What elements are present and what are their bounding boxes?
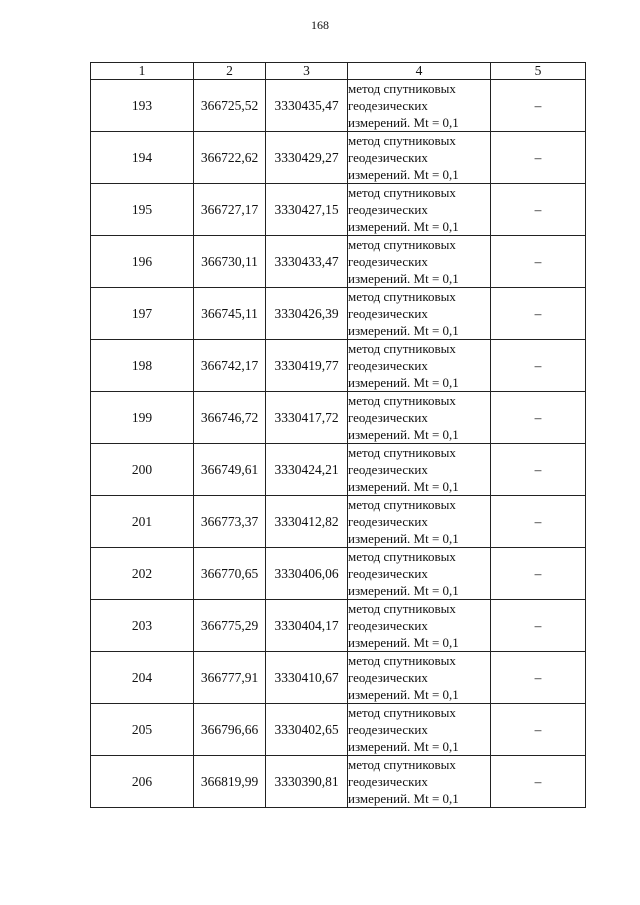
value-cell: – — [491, 652, 586, 704]
y-coordinate-cell: 3330417,72 — [266, 392, 348, 444]
method-line: геодезических — [348, 254, 428, 269]
method-line: измерений. Mt = 0,1 — [348, 583, 459, 598]
method-line: измерений. Mt = 0,1 — [348, 739, 459, 754]
method-cell — [348, 236, 491, 288]
x-coordinate-cell: 366727,17 — [194, 184, 266, 236]
point-number-cell: 199 — [91, 392, 194, 444]
method-line: измерений. Mt = 0,1 — [348, 635, 459, 650]
method-line: измерений. Mt = 0,1 — [348, 427, 459, 442]
method-cell — [348, 600, 491, 652]
method-cell — [348, 392, 491, 444]
point-number-cell: 196 — [91, 236, 194, 288]
point-number-cell: 198 — [91, 340, 194, 392]
x-coordinate-cell: 366777,91 — [194, 652, 266, 704]
x-coordinate-cell: 366742,17 — [194, 340, 266, 392]
value-cell: – — [491, 80, 586, 132]
method-line: метод спутниковых — [348, 549, 456, 564]
point-number-cell: 202 — [91, 548, 194, 600]
table-row — [91, 652, 586, 704]
method-line: геодезических — [348, 670, 428, 685]
value-cell: – — [491, 444, 586, 496]
value-cell: – — [491, 340, 586, 392]
x-coordinate-cell: 366775,29 — [194, 600, 266, 652]
value-cell: – — [491, 132, 586, 184]
point-number-cell: 197 — [91, 288, 194, 340]
value-cell: – — [491, 392, 586, 444]
method-line: измерений. Mt = 0,1 — [348, 531, 459, 546]
method-line: геодезических — [348, 150, 428, 165]
value-cell: – — [491, 704, 586, 756]
method-cell — [348, 80, 491, 132]
method-line: метод спутниковых — [348, 497, 456, 512]
x-coordinate-cell: 366746,72 — [194, 392, 266, 444]
y-coordinate-cell: 3330404,17 — [266, 600, 348, 652]
y-coordinate-cell: 3330402,65 — [266, 704, 348, 756]
method-line: метод спутниковых — [348, 705, 456, 720]
method-cell — [348, 132, 491, 184]
method-line: измерений. Mt = 0,1 — [348, 167, 459, 182]
method-cell — [348, 184, 491, 236]
column-header-5: 5 — [491, 63, 586, 80]
method-line: геодезических — [348, 202, 428, 217]
table-row — [91, 340, 586, 392]
y-coordinate-cell: 3330424,21 — [266, 444, 348, 496]
method-line: геодезических — [348, 618, 428, 633]
x-coordinate-cell: 366722,62 — [194, 132, 266, 184]
method-line: измерений. Mt = 0,1 — [348, 479, 459, 494]
value-cell: – — [491, 756, 586, 808]
table-row — [91, 80, 586, 132]
y-coordinate-cell: 3330433,47 — [266, 236, 348, 288]
table-row — [91, 132, 586, 184]
value-cell: – — [491, 600, 586, 652]
table-row — [91, 600, 586, 652]
method-line: измерений. Mt = 0,1 — [348, 115, 459, 130]
point-number-cell: 206 — [91, 756, 194, 808]
method-line: геодезических — [348, 410, 428, 425]
y-coordinate-cell: 3330426,39 — [266, 288, 348, 340]
y-coordinate-cell: 3330419,77 — [266, 340, 348, 392]
method-line: метод спутниковых — [348, 445, 456, 460]
method-line: метод спутниковых — [348, 289, 456, 304]
value-cell: – — [491, 184, 586, 236]
point-number-cell: 205 — [91, 704, 194, 756]
point-number-cell: 194 — [91, 132, 194, 184]
coordinates-table — [90, 62, 586, 808]
table-row — [91, 496, 586, 548]
point-number-cell: 195 — [91, 184, 194, 236]
point-number-cell: 204 — [91, 652, 194, 704]
column-header-3: 3 — [266, 63, 348, 80]
table-row — [91, 548, 586, 600]
page-number: 168 — [311, 18, 329, 32]
table-row — [91, 236, 586, 288]
method-line: измерений. Mt = 0,1 — [348, 271, 459, 286]
method-line: метод спутниковых — [348, 653, 456, 668]
method-cell — [348, 340, 491, 392]
x-coordinate-cell: 366796,66 — [194, 704, 266, 756]
table-row — [91, 704, 586, 756]
x-coordinate-cell: 366773,37 — [194, 496, 266, 548]
method-cell — [348, 704, 491, 756]
method-line: геодезических — [348, 566, 428, 581]
value-cell: – — [491, 496, 586, 548]
column-header-2: 2 — [194, 63, 266, 80]
method-line: измерений. Mt = 0,1 — [348, 219, 459, 234]
y-coordinate-cell: 3330427,15 — [266, 184, 348, 236]
value-cell: – — [491, 288, 586, 340]
method-line: измерений. Mt = 0,1 — [348, 323, 459, 338]
method-line: геодезических — [348, 774, 428, 789]
method-cell — [348, 496, 491, 548]
method-cell — [348, 444, 491, 496]
method-cell — [348, 548, 491, 600]
method-line: геодезических — [348, 514, 428, 529]
x-coordinate-cell: 366770,65 — [194, 548, 266, 600]
y-coordinate-cell: 3330410,67 — [266, 652, 348, 704]
point-number-cell: 201 — [91, 496, 194, 548]
method-line: метод спутниковых — [348, 133, 456, 148]
table-row — [91, 184, 586, 236]
method-line: измерений. Mt = 0,1 — [348, 687, 459, 702]
table-row — [91, 444, 586, 496]
value-cell: – — [491, 236, 586, 288]
method-line: геодезических — [348, 462, 428, 477]
point-number-cell: 200 — [91, 444, 194, 496]
column-header-4: 4 — [348, 63, 491, 80]
x-coordinate-cell: 366749,61 — [194, 444, 266, 496]
y-coordinate-cell: 3330435,47 — [266, 80, 348, 132]
point-number-cell: 203 — [91, 600, 194, 652]
column-header-1: 1 — [91, 63, 194, 80]
method-cell — [348, 756, 491, 808]
x-coordinate-cell: 366725,52 — [194, 80, 266, 132]
method-line: геодезических — [348, 358, 428, 373]
method-line: метод спутниковых — [348, 81, 456, 96]
method-cell — [348, 288, 491, 340]
table-row — [91, 288, 586, 340]
x-coordinate-cell: 366819,99 — [194, 756, 266, 808]
point-number-cell: 193 — [91, 80, 194, 132]
x-coordinate-cell: 366730,11 — [194, 236, 266, 288]
method-line: геодезических — [348, 98, 428, 113]
method-line: измерений. Mt = 0,1 — [348, 791, 459, 806]
x-coordinate-cell: 366745,11 — [194, 288, 266, 340]
value-cell: – — [491, 548, 586, 600]
method-line: метод спутниковых — [348, 601, 456, 616]
method-line: метод спутниковых — [348, 341, 456, 356]
table-row — [91, 392, 586, 444]
method-line: геодезических — [348, 722, 428, 737]
method-cell — [348, 652, 491, 704]
method-line: метод спутниковых — [348, 185, 456, 200]
y-coordinate-cell: 3330406,06 — [266, 548, 348, 600]
method-line: метод спутниковых — [348, 393, 456, 408]
table-row — [91, 756, 586, 808]
method-line: измерений. Mt = 0,1 — [348, 375, 459, 390]
method-line: метод спутниковых — [348, 757, 456, 772]
method-line: метод спутниковых — [348, 237, 456, 252]
y-coordinate-cell: 3330429,27 — [266, 132, 348, 184]
y-coordinate-cell: 3330390,81 — [266, 756, 348, 808]
table-header-row — [91, 63, 586, 80]
y-coordinate-cell: 3330412,82 — [266, 496, 348, 548]
method-line: геодезических — [348, 306, 428, 321]
